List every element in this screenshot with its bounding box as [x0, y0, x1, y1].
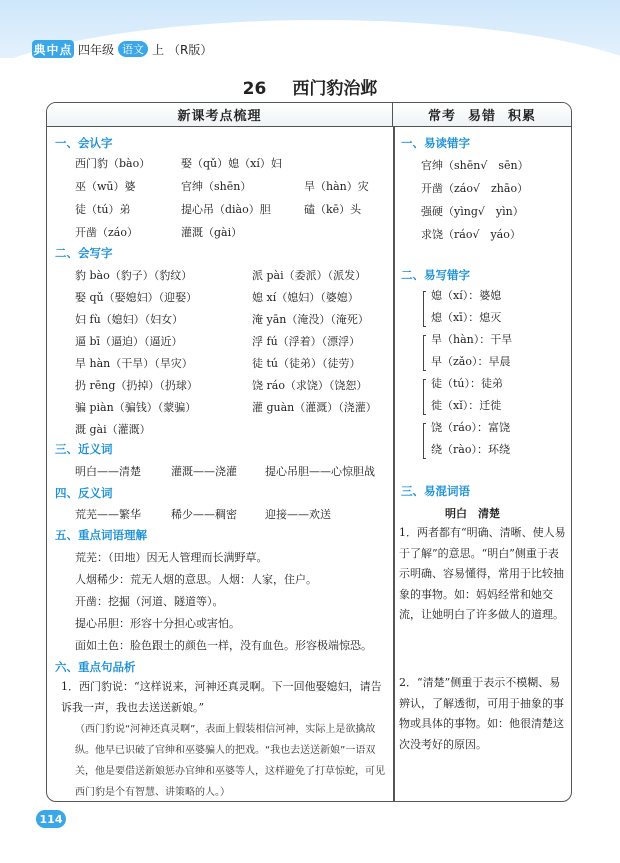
list-item: 旱 hàn（干旱）（旱灾）	[75, 357, 193, 370]
right-heading-part-1: 常考	[427, 109, 456, 124]
definition-line: 荒芜：（田地）因无人管理而长满野草。	[75, 551, 268, 564]
definition-line: 人烟稀少：荒无人烟的意思。人烟：人家，住户。	[75, 573, 317, 586]
list-item: 娶（qǔ）媳（xí）妇	[181, 157, 282, 170]
list-item: 旱（hàn）：干旱	[431, 333, 513, 346]
list-item: 灌 guàn（灌溉）（浇灌）	[252, 401, 377, 414]
correct-reading: ráo	[454, 228, 473, 241]
lesson-name: 西门豹治邺	[292, 79, 378, 99]
section-confusable-heading: 三、易混词语	[401, 484, 470, 498]
section-key-words-heading: 五、重点词语理解	[55, 528, 147, 542]
right-column-heading	[393, 103, 571, 127]
list-item: 旱（hàn）灾	[304, 180, 369, 193]
wrong-reading: sēn	[498, 159, 518, 172]
list-item: 扔 rēng（扔掉）（扔球）	[75, 379, 198, 392]
confusable-explanation-1: 1．两者都有“明确、清晰、使人易于了解”的意思。“明白”侧重于表示明确、容易懂得，常用于比较抽象的事物。如：妈妈经常和她交流，让她明白了许多做人的道理。	[399, 526, 566, 621]
wrong-reading: zhāo	[491, 182, 518, 195]
list-item	[421, 203, 524, 219]
check-icon: √	[472, 182, 480, 195]
right-heading-part-3: 积累	[508, 109, 537, 124]
list-item: 巫（wū）婆	[75, 180, 136, 193]
check-icon: √	[477, 205, 485, 218]
list-item: 磕（kē）头	[304, 203, 362, 216]
confusable-pair: 明白 清楚	[445, 507, 500, 520]
list-item: 饶 ráo（求饶）（饶恕）	[252, 379, 368, 392]
misread-word: 强硬（	[421, 205, 454, 218]
list-item: 媳（xí）：婆媳	[431, 289, 502, 302]
misread-word: 开凿（	[421, 182, 454, 195]
check-icon: √	[472, 228, 480, 241]
antonym-item: 稀少——稠密	[171, 508, 237, 521]
list-item: 徒 tú（徒弟）（徒劳）	[252, 357, 361, 370]
grade-label: 四年级	[78, 42, 115, 57]
content-frame	[46, 102, 572, 802]
confusable-explanation-2: 2．“清楚”侧重于表示不模糊、易辨认，了解透彻，可用于抽象的事物或具体的事物。如：他很清楚这次没考好的原因。	[399, 676, 564, 751]
list-item	[421, 157, 529, 173]
misread-word: 官绅（	[421, 159, 454, 172]
list-item: 徒（tú）弟	[75, 203, 131, 216]
list-item: 溉 gài（灌溉）	[75, 423, 151, 436]
list-item: 徙（xǐ）：迁徙	[431, 399, 502, 412]
antonym-item: 迎接——欢送	[265, 508, 331, 521]
pair-bracket	[423, 335, 426, 371]
synonym-item: 灌溉——浇灌	[171, 465, 237, 478]
lesson-title	[0, 74, 620, 99]
list-item: 派 pài（委派）（派发）	[252, 269, 367, 282]
left-column-heading: 新课考点梳理	[47, 103, 393, 127]
section-write-heading: 二、会写字	[55, 246, 113, 260]
lesson-number: 26	[242, 79, 267, 99]
close-paren: ）	[517, 159, 529, 172]
column-divider	[393, 127, 395, 802]
list-item: 饶（ráo）：富饶	[431, 421, 510, 434]
definition-line: 开凿：挖掘（河道、隧道等）。	[75, 595, 224, 608]
pair-bracket	[423, 379, 426, 415]
list-item: 徒（tú）：徒弟	[431, 377, 504, 390]
correct-reading: yìng	[454, 205, 478, 218]
list-item: 妇 fù（媳妇）（妇女）	[75, 313, 184, 326]
right-heading-part-2: 易错	[467, 109, 496, 124]
wrong-reading: yìn	[495, 205, 513, 218]
sentence-analysis: （西门豹说“河神还真灵啊”，表面上假装相信河神，实际上是欲擒故纵。他早已识破了官绅和巫婆骗人的把戏。“我也去送送新娘”一语双关，他是要借送新娘惩办官绅和巫婆等人，这样避免了打草惊蛇，可见西门豹是个有智慧、讲策略的人。）	[75, 724, 385, 798]
section-miswritten-heading: 二、易写错字	[401, 268, 470, 282]
close-paren: ）	[517, 182, 529, 195]
list-item: 早（zǎo）：早晨	[431, 355, 511, 368]
antonym-item: 荒芜——繁华	[75, 508, 141, 521]
brand-logo: 典中点	[32, 40, 74, 58]
pair-bracket	[423, 291, 426, 327]
list-item: 官绅（shēn）	[181, 180, 252, 193]
list-item: 娶 qǔ（娶媳妇）（迎娶）	[75, 291, 198, 304]
section-misread-heading: 一、易读错字	[401, 136, 470, 150]
list-item: 熄（xī）：熄灭	[431, 311, 502, 324]
synonym-item: 明白——清楚	[75, 465, 141, 478]
check-icon: √	[480, 159, 488, 172]
list-item: 媳 xí（媳妇）（婆媳）	[252, 291, 359, 304]
close-paren: ）	[509, 228, 521, 241]
book-header	[32, 38, 212, 60]
list-item: 骗 piàn（骗钱）（蒙骗）	[75, 401, 197, 414]
list-item: 豹 bào（豹子）（豹纹）	[75, 269, 193, 282]
definition-line: 提心吊胆：形容十分担心或害怕。	[75, 617, 240, 630]
list-item: 浮 fú（浮着）（漂浮）	[252, 335, 361, 348]
list-item	[421, 180, 528, 196]
list-item: 灌溉（gài）	[181, 226, 243, 239]
synonym-item: 提心吊胆——心惊胆战	[265, 465, 375, 478]
correct-reading: shēn	[454, 159, 481, 172]
section-recognize-heading: 一、会认字	[55, 136, 113, 150]
section-sentence-analysis-heading: 六、重点句品析	[55, 660, 136, 674]
edition-label: （R版）	[168, 42, 213, 57]
list-item: 逼 bī（逼迫）（逼近）	[75, 335, 183, 348]
volume-label: 上	[152, 42, 165, 57]
list-item	[421, 226, 521, 242]
list-item: 西门豹（bào）	[75, 157, 151, 170]
misread-word: 求饶（	[421, 228, 454, 241]
list-item: 淹 yān（淹没）（淹死）	[252, 313, 369, 326]
list-item: 开凿（záo）	[75, 226, 138, 239]
close-paren: ）	[512, 205, 524, 218]
section-synonyms-heading: 三、近义词	[55, 442, 113, 456]
subject-badge: 语文	[118, 41, 148, 57]
definition-line: 面如土色：脸色跟土的颜色一样，没有血色。形容极端惊恐。	[75, 639, 372, 652]
sentence-quote: 1．西门豹说：“这样说来，河神还真灵啊。下一回他娶媳妇，请告诉我一声，我也去送送新娘。”	[61, 680, 382, 714]
correct-reading: záo	[454, 182, 473, 195]
page-number: 114	[36, 810, 66, 828]
list-item: 提心吊（diào）胆	[181, 203, 271, 216]
pair-bracket	[423, 423, 426, 459]
wrong-reading: yáo	[490, 228, 510, 241]
section-antonyms-heading: 四、反义词	[55, 486, 113, 500]
list-item: 绕（rào）：环绕	[431, 443, 510, 456]
